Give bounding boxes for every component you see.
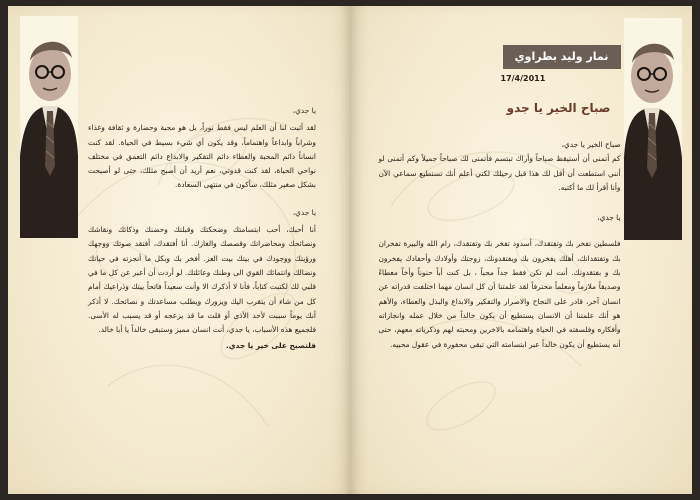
portrait-image <box>20 16 78 238</box>
right-salute-2: يا جدي، <box>597 213 621 223</box>
right-salute-1: صباح الخير يا جدي، <box>561 140 621 149</box>
left-page <box>8 6 351 494</box>
right-paragraph-2: فلسطين تفخر بك وتفتقدك، أسدود تفخر بك وتفتقدك، رام الله والبيرة تفخران بك وتفتقدانك، أهلك يفخرون بك ويفتقدونك، زوجتك وأولادك وأحفادك يفخرون بك و بفتقدونك. أنت لم تكن فقط جداً محباً ، بل كنت أباً حنوناً وأخاً معطاءً وصديقاً ملازماً ومعلماً محترفاً لقد علمتنا أن كل انسان مهما اختلفت قدراته عن انسان آخر، قادر على النجاح والاصرار والتفكير والابداع والبذل والعطاء، والأهم هو أنك علمتنا أن الانسان يستطيع أن يكون خالداً من خلال عمله وانجازاته وأفكاره وفلسفته في الحياة واهتمامه بالاخرين ومحبته لهم وذكرياته معهم، حتى أنه يستطيع أن يكون خالداً عبر ابتسامته التي تبقى محفورة في عقول محبيه. <box>378 239 621 349</box>
left-salute-1: يا جدي، <box>292 106 316 115</box>
portrait-image <box>624 18 682 240</box>
left-paragraph-2: أنا أحبك، أحب ابتسامتك وضحكتك وقبلتك وحضنك وذكائك ونقاشك ونصائحك ومحاضراتك وقصصك والغازك. أنا أفتقدك، أفتقد صوتك ووجهك ورؤيتك ووجودك في بيتك بيت العز. أفخر بك وبكل ما أنجزته في حياتك ونضالك وانتمائك القوي الى وطنك وعائلتك. لو أردت أن أعبر عن كل ما في قلبي لك لكتبت كتاباً، فأنا لا أذكرك الا وأنت سعيداً فاتحاً بيتك وذراعيك أمام كل من شاء أن يتقرب اليك ويزورك ويطلب مساعدتك و نصائحك. لا أذكر أنك يوماً سببت لأحد الأذى أو قلت ما قد يزعجه أو قد يسبب له الأسى. فلجميع هذه الأسباب، يا جدي، أنت انسان مميز وستبقى خالداً يا أبا خالد. <box>88 225 316 335</box>
right-page <box>351 6 693 494</box>
left-paragraph-1: لقد أثبت لنا أن العلم ليس فقط نوراً، بل هو محبة وحضارة و ثقافة وغذاء وشراباً وابداعاً واهتماماً، وقد يكون أي شيء بسيط في الحياة. لقد كنت انساناً دائم المحبة والعطاء دائم التفكير والابداع دائم التعمق في مختلف نواحي الحياة، لقد كنت قدوتي، نعم أريد أن أصبح مثلك، حتى لو أصبحت بشكل صغير مثلك، سأكون في منتهى السعادة. <box>88 123 316 190</box>
left-closing-line: فلتصبح على خير يا جدي. <box>225 341 316 351</box>
author-name-box: نمار وليد بطراوي <box>503 45 621 69</box>
letter-date: 17/4/2011 <box>500 74 546 83</box>
right-paragraph-1: كم أتمنى أن أستيقظ صباحاً وأراك تبتسم فأتمنى لك صباحاً جميلاً وكم أتمنى لو أنني استطعت أن أقل لك هذا قبل رحيلك لكني أعلم أنك تستطيع سماعي الآن وأنا أقرأ لك ما أكتبه. <box>378 154 621 192</box>
page-title: صباح الخير يا جدو <box>506 101 611 115</box>
right-page-letter <box>379 138 621 352</box>
left-page-letter <box>88 104 316 354</box>
booklet-spread <box>8 6 692 494</box>
left-salute-2: يا جدي، <box>292 207 316 217</box>
